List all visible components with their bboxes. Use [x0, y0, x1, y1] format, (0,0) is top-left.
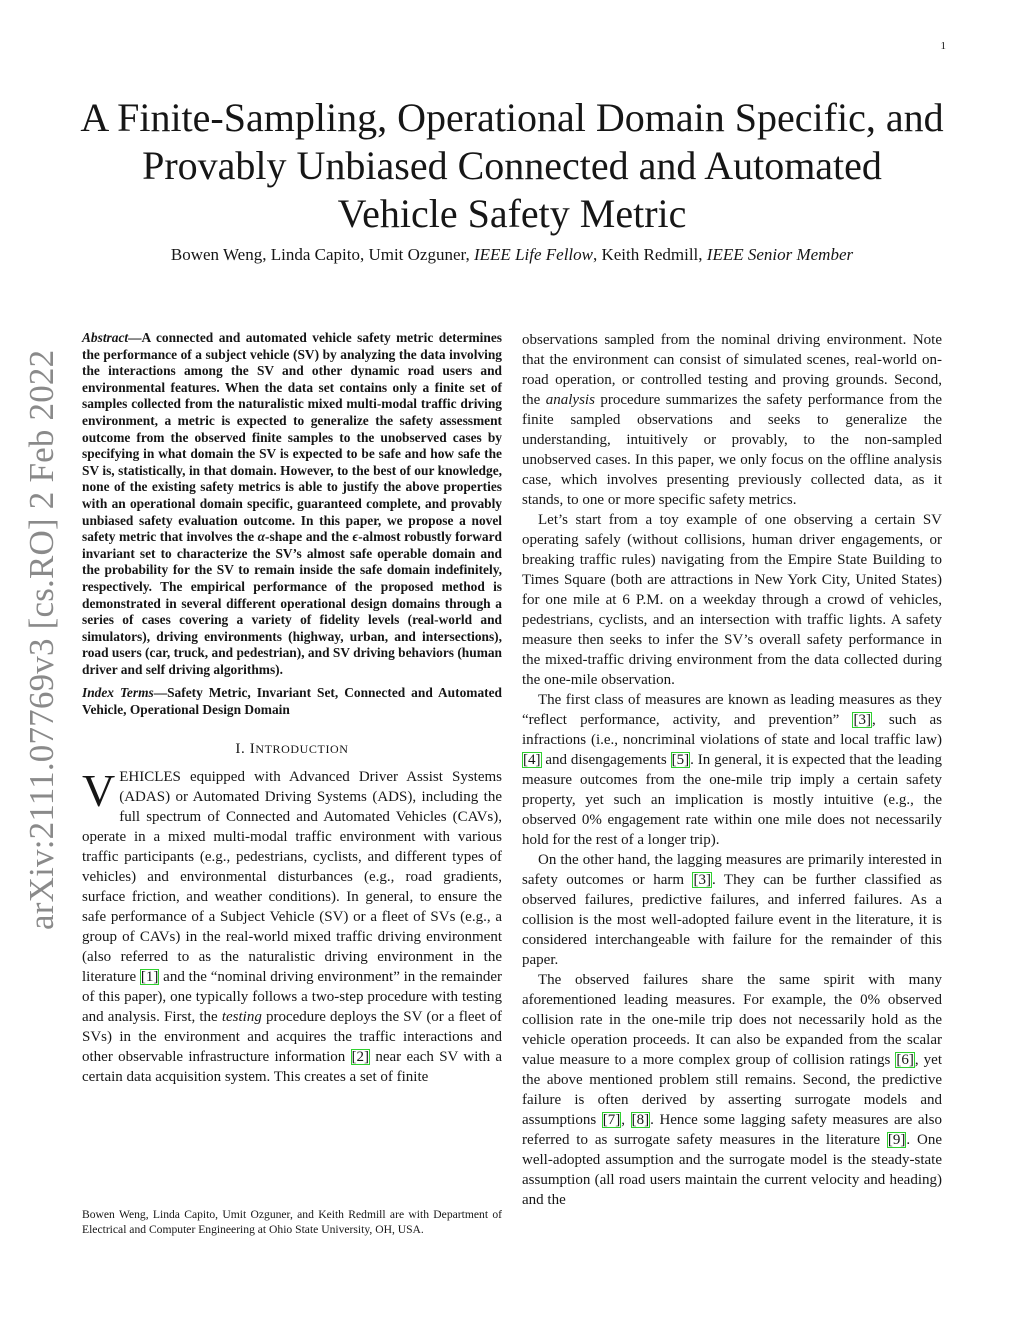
- section-heading-introduction: [82, 739, 502, 759]
- author-title-fellow: IEEE Life Fellow: [474, 245, 593, 264]
- index-terms-label: Index Terms: [82, 685, 154, 701]
- right-text: . In general, it is expected that the leading measure outcomes from the one-mile trip imply a certain safety property, yet such an implication is mostly intuitive (e.g., the observed: [522, 752, 942, 828]
- right-paragraph-4: [522, 850, 942, 970]
- right-text: procedure summarizes the safety performance from the finite sampled observations and seeks to generalize the understanding, intuitively or provably, to the non-sampled unobserved cases. In this paper, we only focus on the offline analysis case, which involves presenting previously collected data, as it stands, to one or more specific safety metrics.: [522, 392, 942, 508]
- citation-link[interactable]: [5]: [671, 752, 690, 768]
- index-terms: [82, 685, 502, 718]
- citation-link[interactable]: [8]: [631, 1112, 650, 1128]
- percent-value: 0%: [860, 992, 881, 1008]
- citation-link[interactable]: [7]: [602, 1112, 621, 1128]
- right-text: engagement rate within one mile does not necessarily hold for the rest of a longer trip).: [522, 812, 942, 848]
- right-text: , yet the above mentioned problem still remains. Second, the predictive failure is often derived by asserting surrogate models and assumptions: [522, 1052, 942, 1128]
- right-text: . They can be further classified as observed failures, predictive failures, and inferred failures. As a collision is the most well-adopted failure event in the literature, it is considered interchangeable with failure for the remainder of this paper.: [522, 872, 942, 968]
- right-text: The observed failures share the same spirit with many aforementioned leading measures. For example, the: [522, 972, 942, 1008]
- arxiv-identifier-stamp: arXiv:2111.07769v3 [cs.RO] 2 Feb 2022: [22, 349, 61, 930]
- right-column: [522, 330, 942, 1210]
- right-text: and disengagements: [541, 752, 671, 768]
- intro-text-3: procedure deploys the SV (or a fleet of SVs) in the environment and acquires the traffic interactions and other observable infrastructure information: [82, 1008, 502, 1065]
- intro-text-2: and the “nominal driving environment” in the remainder of this paper), one typically follows a two-step procedure with testing and analysis. First, the: [82, 968, 502, 1025]
- right-text: . One well-adopted assumption and the surrogate model is the steady-state assumption (all road users maintain the current velocity and heading) and the: [522, 1132, 942, 1208]
- abstract-text-3: -almost robustly forward invariant set to characterize the SV’s almost safe operable domain and the probability for the SV to remain inside the safe domain indefinitely, respectively. The empirical performance of the proposed method is demonstrated in several different operational design domains through a series of cases covering a variety of fidelity levels (real-world and simulators), driving environments (highway, urban, and intersections), road users (car, truck, and pedestrian), and SV driving behaviors (human driver and self driving algorithms).: [82, 529, 503, 677]
- emphasis-testing: testing: [221, 1008, 262, 1025]
- author-affiliation-footnote: Bowen Weng, Linda Capito, Umit Ozguner, and Keith Redmill are with Department of Electrical and Computer Engineering at Ohio State University, OH, USA.: [82, 1208, 502, 1236]
- intro-text-1: EHICLES equipped with Advanced Driver Assist Systems (ADAS) or Automated Driving Systems (ADS), including the full spectrum of Connected and Automated Vehicles (CAVs), operate in a mixed multi-modal traffic environment with various traffic participants (e.g., pedestrians, cyclists, and different types of vehicles) and environmental disturbances (e.g., road gradients, surface friction, and weather conditions). In general, to ensure the safe performance of a Subject Vehicle (SV) or a fleet of SVs (e.g., a group of CAVs) in the real-world mixed traffic driving environment (also referred to as the naturalistic driving environment in the literature: [82, 768, 502, 985]
- abstract-label: Abstract: [82, 330, 129, 345]
- section-title-rest: NTRODUCTION: [255, 741, 349, 756]
- right-paragraph-3: [522, 690, 942, 850]
- right-text: The first class of measures are known as leading measures as they “reflect performance, activity, and prevention”: [522, 692, 942, 728]
- citation-link[interactable]: [6]: [896, 1052, 914, 1068]
- index-terms-text: —Safety Metric, Invariant Set, Connected and Automated Vehicle, Operational Design Domain: [82, 685, 502, 718]
- citation-link[interactable]: [4]: [523, 752, 541, 768]
- section-numeral: I. I: [235, 740, 256, 757]
- author-names-1: Bowen Weng, Linda Capito, Umit Ozguner,: [170, 245, 474, 264]
- abstract: [82, 330, 502, 678]
- paper-title: A Finite-Sampling, Operational Domain Specific, and Provably Unbiased Connected and Automated Vehicle Safety Metric: [80, 95, 944, 236]
- page-number: 1: [940, 40, 946, 52]
- right-paragraph-1: [522, 330, 942, 510]
- right-text: On the other hand, the lagging measures are primarily interested in safety outcomes or harm: [522, 852, 942, 888]
- abstract-text-1: —A connected and automated vehicle safety metric determines the performance of a subject vehicle (SV) by analyzing the data involving the interactions among the SV and other dynamic road users and environmental features. When the data set contains only a finite set of samples collected from the naturalistic mixed multi-modal traffic driving environment, a metric is expected to generalize the safety assessment outcome from the observed finite samples to the unobserved cases by specifying in what domain the SV is expected to be safe and how safe the SV is, statistically, in that domain. However, to the best of our knowledge, none of the existing safety metrics is able to justify the above properties with an operational domain specific, guaranteed complete, and provably unbiased safety evaluation outcome. In this paper, we propose a novel safety metric that involves the: [82, 330, 502, 545]
- citation-link[interactable]: [2]: [351, 1048, 370, 1065]
- abstract-text-2: -shape and the: [265, 529, 353, 545]
- intro-paragraph: [82, 764, 503, 1087]
- author-title-senior: IEEE Senior Member: [706, 245, 854, 264]
- percent-value: 0%: [581, 812, 602, 828]
- right-text: observed collision rate in the one-mile trip does not necessarily hold as the vehicle operation proceeds. It can also be expanded from the scalar value measure to a more complex group of collision ratings: [522, 992, 942, 1068]
- author-names-2: , Keith Redmill,: [592, 245, 707, 264]
- right-text: ,: [621, 1112, 631, 1128]
- dropcap-letter: V: [82, 764, 116, 816]
- citation-link[interactable]: [1]: [140, 968, 159, 985]
- right-text: , such as infractions (i.e., noncriminal violations of state and local traffic law): [522, 712, 942, 748]
- right-paragraph-5: [522, 970, 942, 1210]
- emphasis-analysis: analysis: [545, 392, 595, 408]
- citation-link[interactable]: [9]: [887, 1132, 906, 1148]
- right-paragraph-2: Let’s start from a toy example of one observing a certain SV operating safely (without collisions, human driver engagements, or breaking traffic rules) navigating from the Empire State Building to Times Square (both are attractions in New York City, United States) for one mile at 6 P.M. on a weekday through a crowd of vehicles, pedestrians, cyclists, and an intersection with traffic lights. A safety measure then seeks to infer the SV’s overall safety performance in the mixed-traffic driving environment from the data collected during the one-mile observation.: [522, 512, 942, 688]
- left-column: [82, 330, 502, 1087]
- citation-link[interactable]: [3]: [853, 712, 871, 728]
- right-text: observations sampled from the nominal driving environment. Note that the environment can consist of simulated scenes, real-world on-road operation, or controlled testing and proving grounds. Second, the: [522, 332, 942, 408]
- epsilon-symbol: ϵ: [352, 529, 359, 545]
- intro-text-4: near each SV with a certain data acquisition system. This creates a set of finite: [82, 1048, 503, 1085]
- citation-link[interactable]: [3]: [693, 872, 711, 888]
- right-text: . Hence some lagging safety measures are also referred to as surrogate safety measures in the literature: [522, 1112, 943, 1148]
- alpha-symbol: α: [257, 529, 266, 545]
- author-list: [80, 244, 944, 266]
